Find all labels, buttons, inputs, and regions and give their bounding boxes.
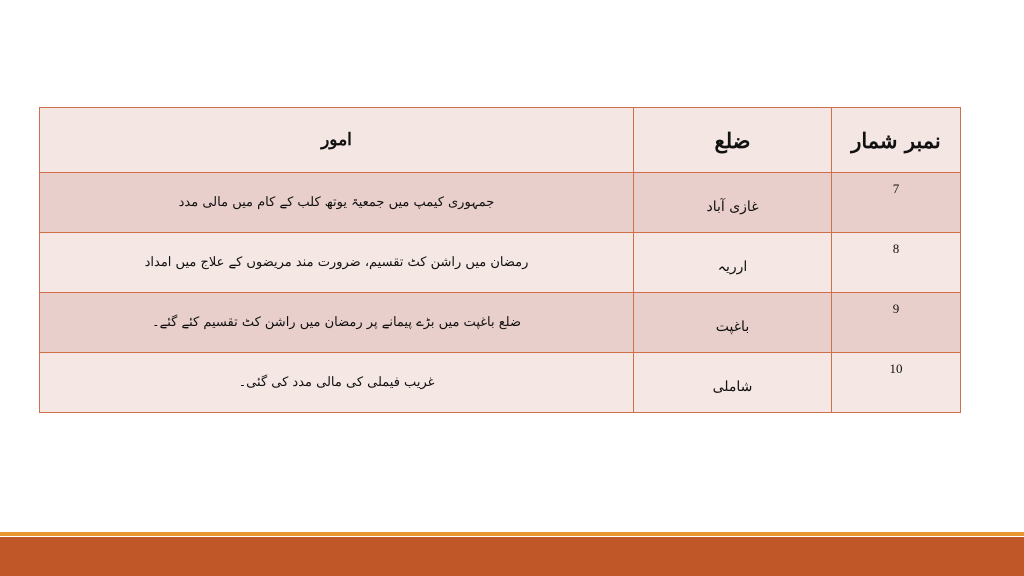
cell-zila: باغپت [634,293,832,353]
table-row [40,293,961,353]
cell-number [832,173,961,233]
table-row [40,173,961,233]
cell-amoor: ضلع باغپت میں بڑے پیمانے پر رمضان میں راشن کٹ تقسیم کئے گئے۔ [40,293,634,353]
row-number: 10 [889,361,903,376]
cell-zila: غازی آباد [634,173,832,233]
cell-amoor: جمہوری کیمپ میں جمعیۃ یوتھ کلب کے کام میں مالی مدد [40,173,634,233]
footer-accent-line [0,532,1024,536]
cell-amoor: رمضان میں راشن کٹ تقسیم، ضرورت مند مریضوں کے علاج میں امداد [40,233,634,293]
cell-zila: ارریہ [634,233,832,293]
cell-number [832,233,961,293]
table-row [40,233,961,293]
cell-zila: شاملی [634,353,832,413]
table-header-row [40,108,961,173]
row-number: 9 [892,301,900,316]
cell-number [832,293,961,353]
cell-number [832,353,961,413]
cell-amoor: غریب فیملی کی مالی مدد کی گئی۔ [40,353,634,413]
footer-bar [0,537,1024,576]
row-number: 8 [892,241,900,256]
table-row [40,353,961,413]
row-number: 7 [892,181,900,196]
header-amoor: امور [40,108,634,173]
header-zila: ضلع [634,108,832,173]
header-number: نمبر شمار [832,108,961,173]
activities-table [39,107,961,413]
